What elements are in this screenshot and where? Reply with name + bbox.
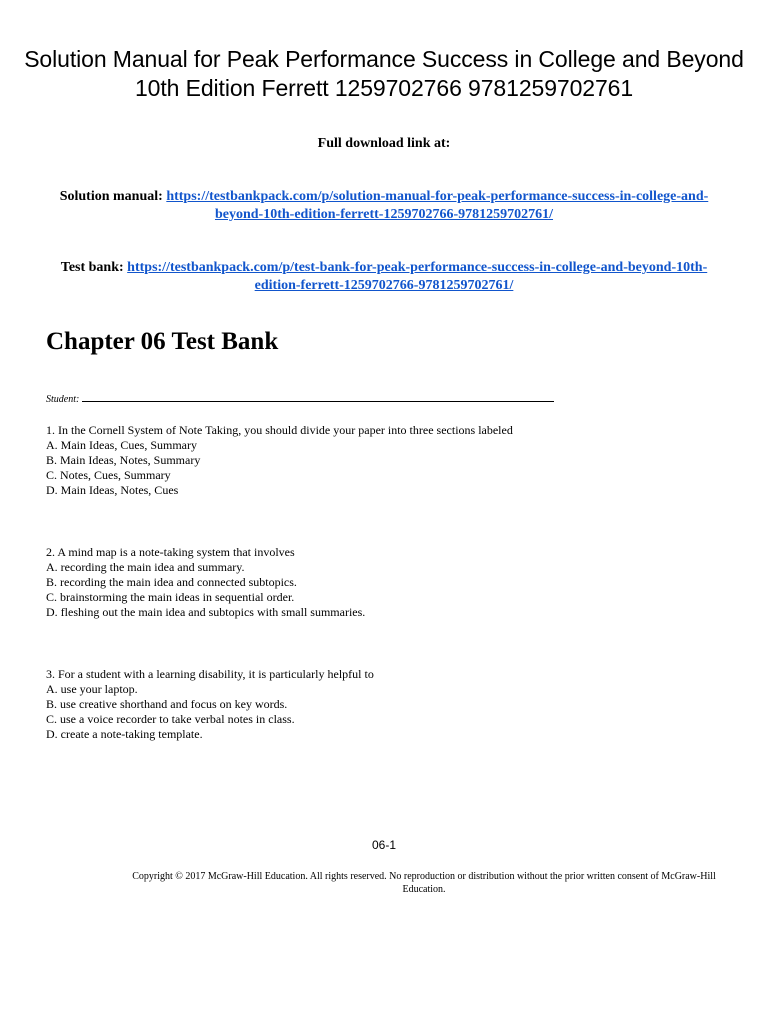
- document-title: Solution Manual for Peak Performance Success in College and Beyond 10th Edition Ferrett 1259702766 9781259702761: [24, 46, 744, 101]
- question-2: [46, 545, 365, 620]
- solution-manual-row: [40, 188, 728, 224]
- page-number: 06-1: [371, 838, 397, 852]
- answer-option: C. Notes, Cues, Summary: [46, 468, 171, 482]
- question-3: [46, 667, 374, 742]
- download-heading: Full download link at:: [317, 136, 451, 151]
- answer-option: C. brainstorming the main ideas in sequential order.: [46, 590, 295, 604]
- answer-option: D. create a note-taking template.: [46, 727, 203, 741]
- question-stem: 2. A mind map is a note-taking system that involves: [46, 545, 295, 559]
- answer-option: B. use creative shorthand and focus on key words.: [46, 697, 288, 711]
- test-bank-label: Test bank:: [60, 260, 124, 275]
- solution-manual-label: Solution manual:: [59, 189, 163, 204]
- answer-option: A. use your laptop.: [46, 682, 138, 696]
- solution-manual-link[interactable]: https://testbankpack.com/p/solution-manual-for-peak-performance-success-in-college-and-beyond-10th-edition-ferrett-1259702766-9781259702761/: [166, 189, 709, 222]
- answer-option: B. Main Ideas, Notes, Summary: [46, 453, 201, 467]
- answer-option: A. Main Ideas, Cues, Summary: [46, 438, 197, 452]
- question-stem: 1. In the Cornell System of Note Taking, you should divide your paper into three sections labeled: [46, 423, 513, 437]
- answer-option: D. Main Ideas, Notes, Cues: [46, 483, 179, 497]
- answer-option: C. use a voice recorder to take verbal notes in class.: [46, 712, 295, 726]
- question-stem: 3. For a student with a learning disability, it is particularly helpful to: [46, 667, 374, 681]
- answer-option: A. recording the main idea and summary.: [46, 560, 245, 574]
- student-field: [46, 392, 566, 405]
- copyright-notice: Copyright © 2017 McGraw-Hill Education. All rights reserved. No reproduction or distribution without the prior written consent of McGraw-Hill Education.: [132, 871, 716, 895]
- test-bank-link[interactable]: https://testbankpack.com/p/test-bank-for-peak-performance-success-in-college-and-beyond-10th-edition-ferrett-1259702766-9781259702761/: [127, 260, 708, 293]
- student-label: Student:: [46, 394, 80, 405]
- student-name-line: [82, 392, 554, 402]
- question-1: [46, 423, 513, 498]
- answer-option: D. fleshing out the main idea and subtopics with small summaries.: [46, 605, 366, 619]
- test-bank-row: [40, 259, 728, 295]
- answer-option: B. recording the main idea and connected subtopics.: [46, 575, 297, 589]
- chapter-title: Chapter 06 Test Bank: [46, 328, 279, 355]
